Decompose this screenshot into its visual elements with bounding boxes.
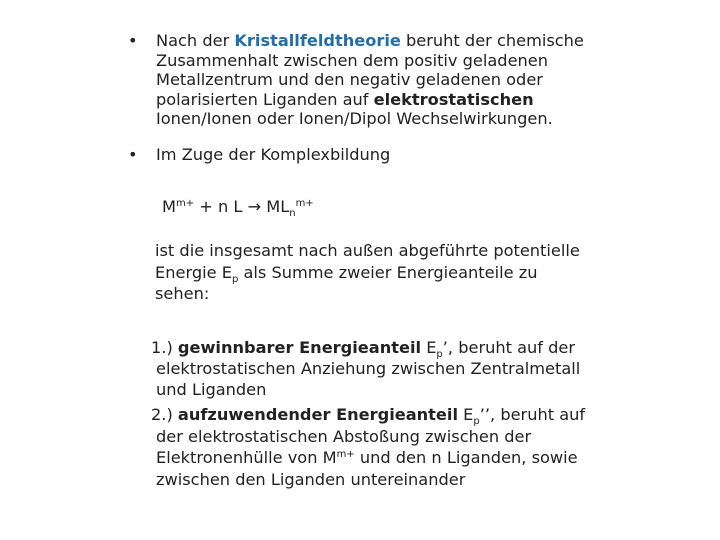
text-line: Nach der Kristallfeldtheorie beruht der chemische [156, 31, 584, 50]
text-line: polarisierten Liganden auf elektrostatischen [156, 89, 534, 109]
keyword-elektrostatischen: elektrostatischen [373, 89, 534, 109]
energy-item-2 [151, 404, 585, 490]
bullet-text [156, 145, 596, 165]
text-line: und Liganden [156, 380, 267, 399]
text-line: elektrostatischen Anziehung zwischen Zentralmetall [156, 359, 581, 378]
text-line: 2.) aufzuwendender Energieanteil $E_p$’’, beruht auf [151, 405, 586, 427]
text-line: 1.) gewinnbarer Energieanteil $E_p$’, beruht auf der [151, 338, 576, 360]
text-line: zwischen den Liganden untereinander [156, 469, 466, 489]
text-line: Elektronenhülle von $M^{m+}$ und den n Liganden, sowie [156, 448, 578, 467]
text-line: Im Zuge der Komplexbildung [156, 145, 391, 164]
text-line: sehen: [155, 284, 210, 303]
reaction-equation: $M^{m+} + n$ $L \to ML_n^{m+}$ [162, 197, 314, 219]
text-line: Ionen/Ionen oder Ionen/Dipol Wechselwirkungen. [156, 109, 553, 128]
bullet-text [156, 31, 596, 129]
keyword-kristallfeldtheorie: Kristallfeldtheorie [234, 31, 401, 50]
text-line: der elektrostatischen Abstoßung zwischen der [156, 426, 532, 446]
energy-item-1 [151, 337, 580, 400]
text-line: Energie $E_p$ als Summe zweier Energieanteile zu [155, 262, 538, 285]
text-line: Zusammenhalt zwischen dem positiv geladenen [156, 50, 549, 70]
term-aufzuwendender: aufzuwendender Energieanteil [177, 405, 458, 424]
energy-paragraph [155, 240, 580, 305]
text-line: Metallzentrum und den negativ geladenen oder [156, 70, 543, 89]
bullet-marker: • [128, 31, 138, 50]
bullet-marker: • [128, 145, 138, 164]
text-line: ist die insgesamt nach außen abgeführte potentielle [155, 241, 580, 260]
term-gewinnbarer: gewinnbarer Energieanteil [177, 338, 422, 357]
